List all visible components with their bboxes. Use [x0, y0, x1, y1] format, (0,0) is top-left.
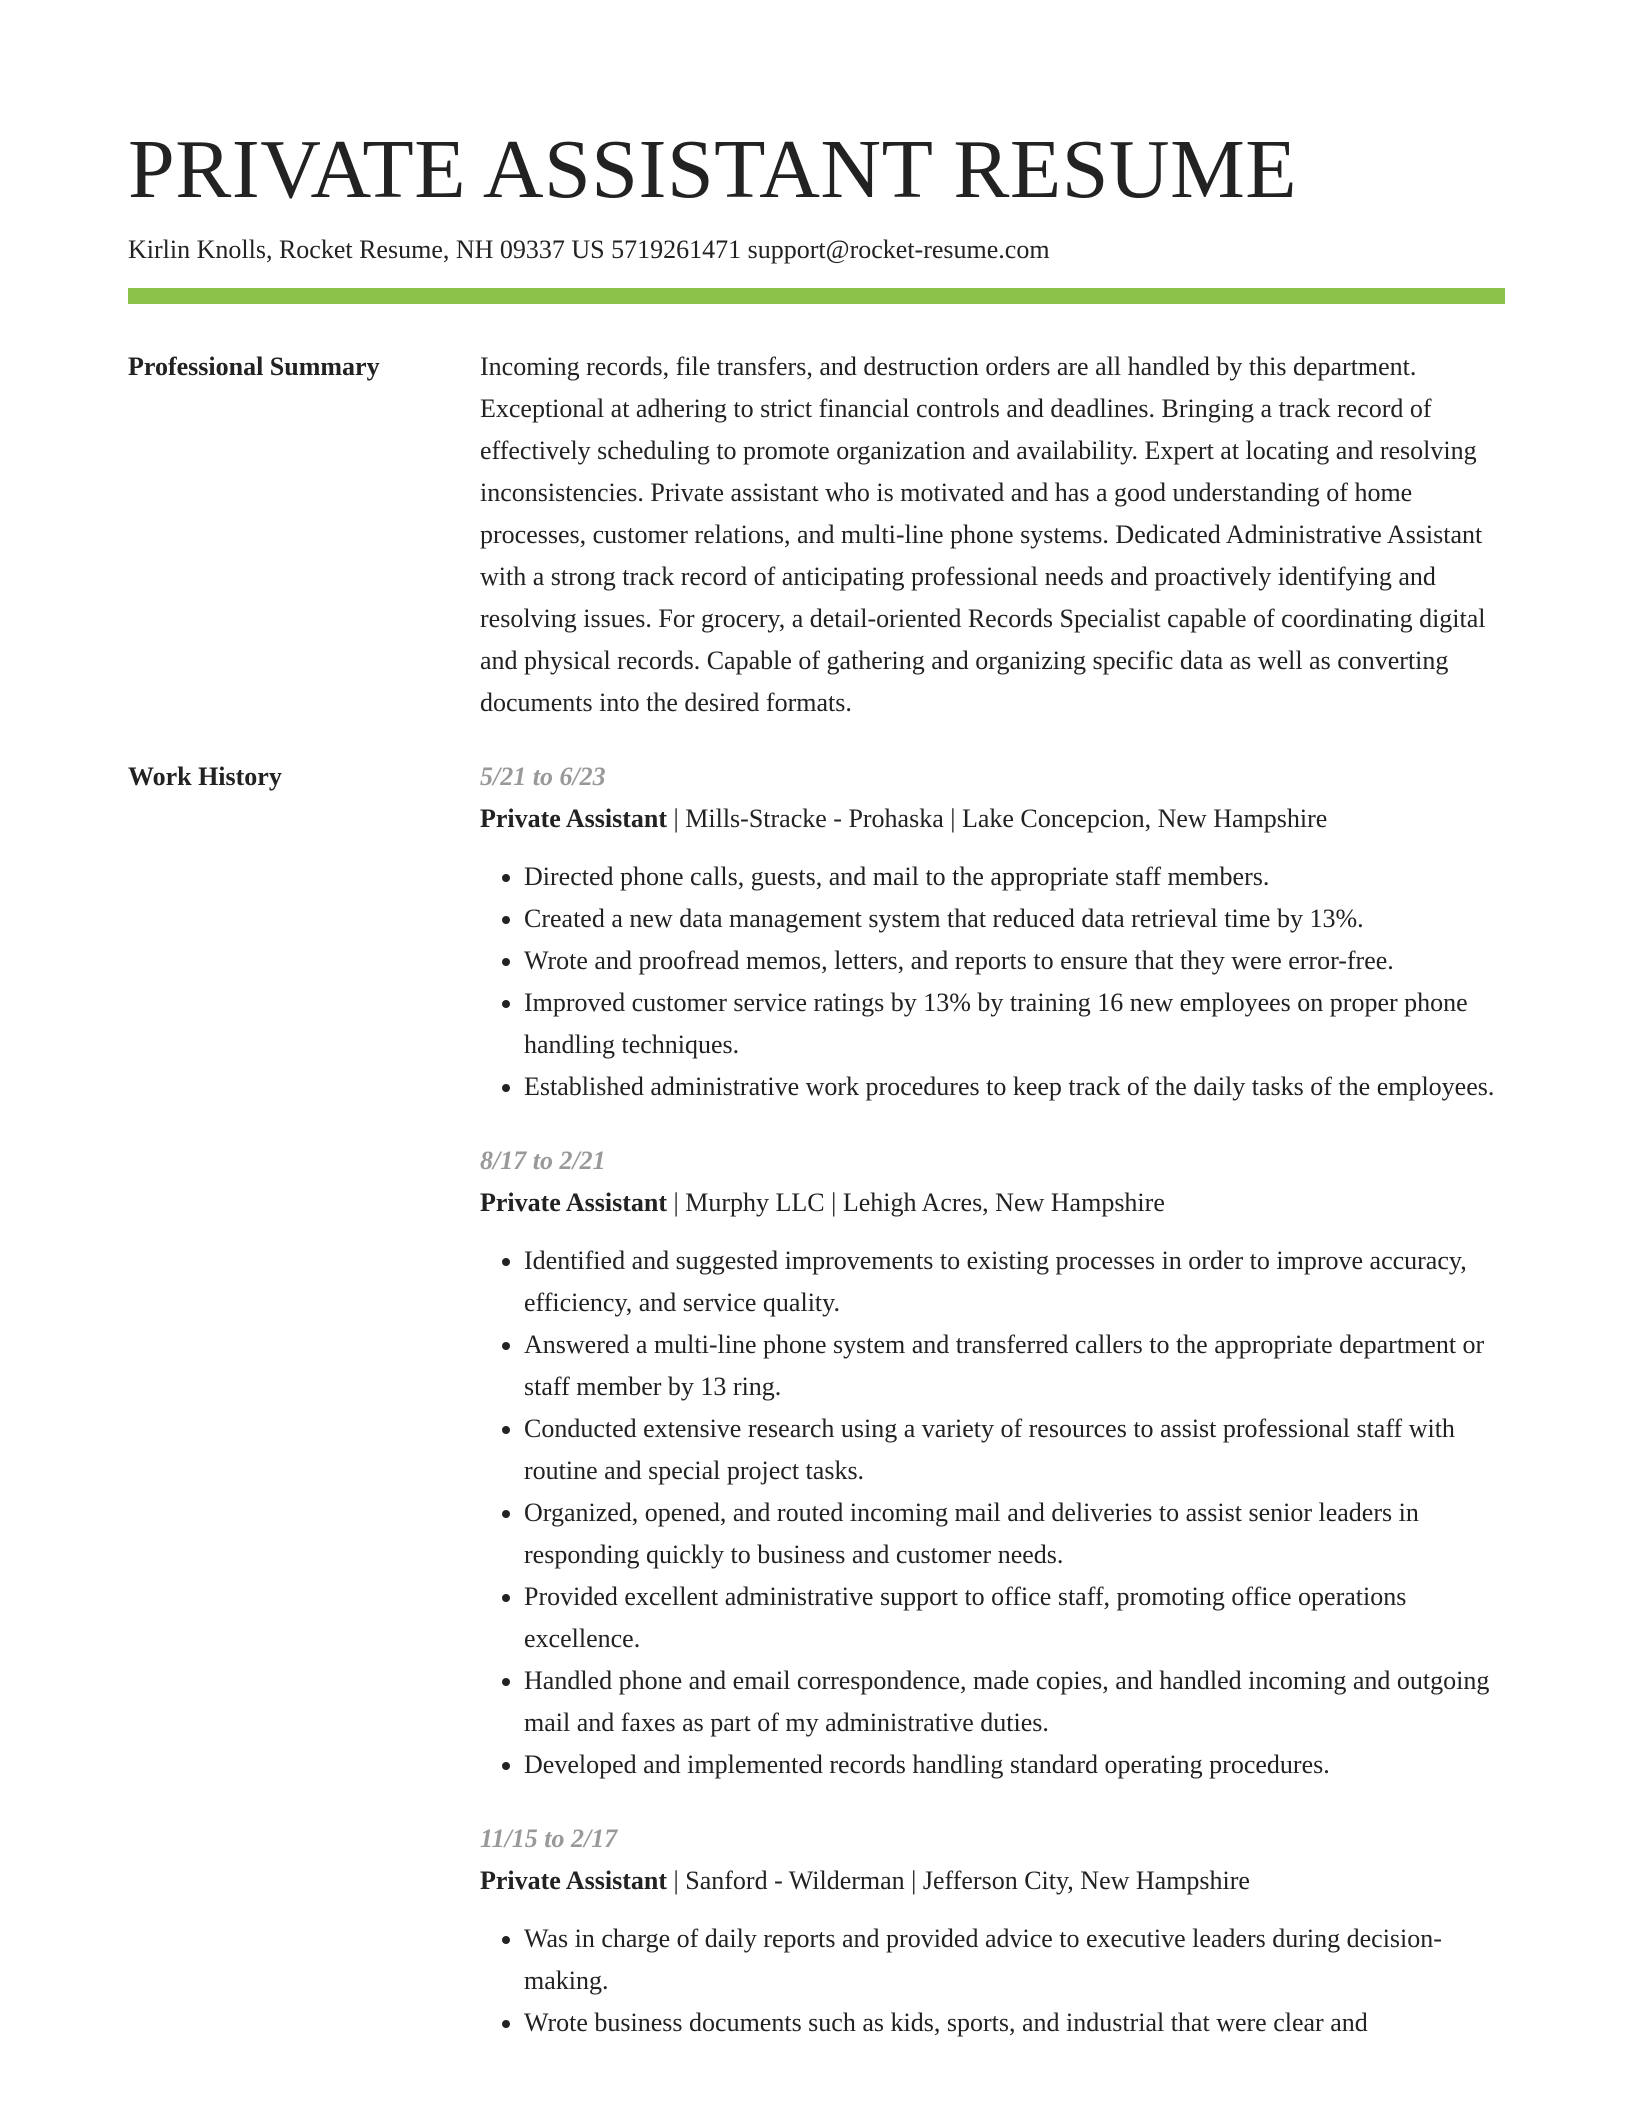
summary-section: [128, 346, 1505, 724]
job-company-location: | Sanford - Wilderman | Jefferson City, New Hampshire: [667, 1866, 1250, 1895]
job-bullet: • Created a new data management system that reduced data retrieval time by 13%.: [524, 898, 1505, 940]
job-company-location: | Mills-Stracke - Prohaska | Lake Concepcion, New Hampshire: [667, 804, 1328, 833]
summary-text: Incoming records, file transfers, and destruction orders are all handled by this department. Exceptional at adhering to strict financial controls and deadlines. Bringing a track record of effectively scheduling to promote organization and availability. Expert at locating and resolving inconsistencies. Private assistant who is motivated and has a good understanding of home processes, customer relations, and multi-line phone systems. Dedicated Administrative Assistant with a strong track record of anticipating professional needs and proactively identifying and resolving issues. For grocery, a detail-oriented Records Specialist capable of coordinating digital and physical records. Capable of gathering and organizing specific data as well as converting documents into the desired formats.: [480, 352, 1486, 717]
job-dates: 5/21 to 6/23: [480, 762, 606, 791]
job-bullets: [480, 856, 1505, 1108]
work-history-section: [128, 756, 1505, 2076]
job-bullet: • Identified and suggested improvements to existing processes in order to improve accuracy, efficiency, and service quality.: [524, 1240, 1505, 1324]
contact-line: Kirlin Knolls, Rocket Resume, NH 09337 US 5719261471 support@rocket-resume.com: [128, 235, 1050, 264]
job-bullet: • Developed and implemented records handling standard operating procedures.: [524, 1744, 1505, 1786]
job-role-line: [480, 1860, 1505, 1902]
job-title: Private Assistant: [480, 804, 668, 833]
job-bullet: • Provided excellent administrative support to office staff, promoting office operations excellence.: [524, 1576, 1505, 1660]
job-bullet: • Wrote and proofread memos, letters, and reports to ensure that they were error-free.: [524, 940, 1505, 982]
summary-label: Professional Summary: [128, 352, 380, 381]
job-bullet: • Handled phone and email correspondence, made copies, and handled incoming and outgoing mail and faxes as part of my administrative duties.: [524, 1660, 1505, 1744]
job-title: Private Assistant: [480, 1188, 668, 1217]
job-bullet: • Organized, opened, and routed incoming mail and deliveries to assist senior leaders in responding quickly to business and customer needs.: [524, 1492, 1505, 1576]
accent-divider: [128, 288, 1505, 304]
job-bullet: • Established administrative work procedures to keep track of the daily tasks of the employees.: [524, 1066, 1505, 1108]
job-bullet: • Answered a multi-line phone system and transferred callers to the appropriate department or staff member by 13 ring.: [524, 1324, 1505, 1408]
job-bullet: • Improved customer service ratings by 13% by training 16 new employees on proper phone handling techniques.: [524, 982, 1505, 1066]
resume-page: [128, 118, 1505, 2076]
job-entry: [480, 1818, 1505, 2044]
job-dates: 11/15 to 2/17: [480, 1824, 618, 1853]
job-bullet: • Directed phone calls, guests, and mail to the appropriate staff members.: [524, 856, 1505, 898]
job-title: Private Assistant: [480, 1866, 668, 1895]
job-bullet: • Wrote business documents such as kids, sports, and industrial that were clear and: [524, 2002, 1505, 2044]
job-entry: [480, 1140, 1505, 1786]
job-list: [480, 756, 1505, 2076]
job-entry: [480, 756, 1505, 1108]
job-company-location: | Murphy LLC | Lehigh Acres, New Hampshire: [667, 1188, 1165, 1217]
resume-title: PRIVATE ASSISTANT RESUME: [128, 123, 1298, 216]
job-role-line: [480, 1182, 1505, 1224]
job-bullets: [480, 1240, 1505, 1786]
job-bullets: [480, 1918, 1505, 2044]
work-history-label: Work History: [128, 762, 282, 791]
job-bullet: • Was in charge of daily reports and provided advice to executive leaders during decision-making.: [524, 1918, 1505, 2002]
job-bullet: • Conducted extensive research using a variety of resources to assist professional staff with routine and special project tasks.: [524, 1408, 1505, 1492]
job-dates: 8/17 to 2/21: [480, 1146, 606, 1175]
job-role-line: [480, 798, 1505, 840]
